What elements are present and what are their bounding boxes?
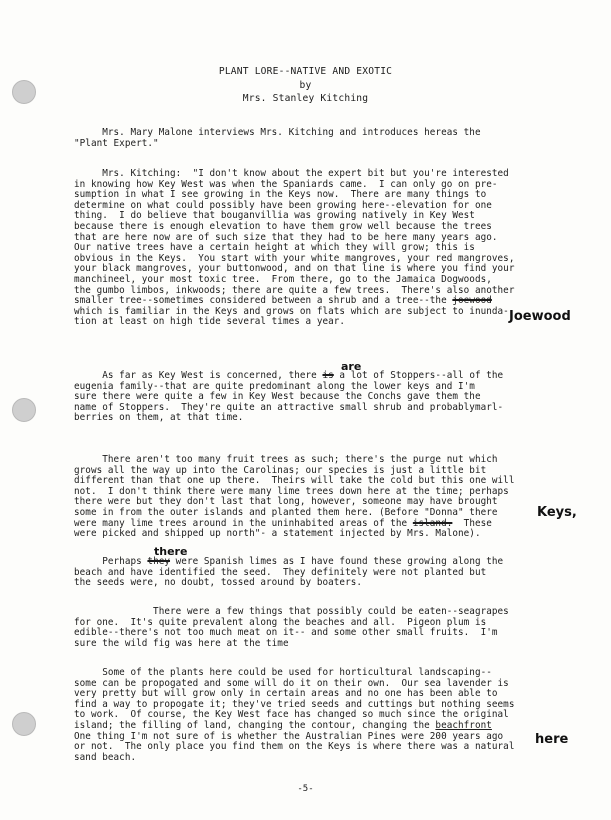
text-line: the seeds were, no doubt, tossed around by boaters. <box>74 577 363 589</box>
text-line: Mrs. Kitching: "I don't know about the expert bit but you're interested <box>74 168 509 179</box>
byline-by: by <box>299 80 312 91</box>
text-line: As far as Key West is concerned, there is a lot of Stoppers--all of the <box>74 370 504 381</box>
text-line: sure there were quite a few in Key West because the Conchs gave them the <box>74 391 481 403</box>
text-line: manchineel, your most toxic tree. From there, go to the Jamaica Dogwoods, <box>74 273 492 285</box>
handwritten-note-here: here <box>535 732 569 747</box>
text-line: obvious in the Keys. You start with your white mangroves, your red mangroves, <box>74 252 515 264</box>
text-line: Perhaps they were Spanish limes as I have found these growing along the <box>74 556 504 567</box>
text-line: island; the filling of land, changing the contour, changing the beachfront <box>74 719 492 731</box>
handwritten-note-there: there <box>154 545 188 558</box>
struck-word: joewood <box>452 295 492 307</box>
text-line: name of Stoppers. They're quite an attractive small shrub and probablymarl- <box>74 401 504 413</box>
struck-word: they <box>147 556 171 567</box>
text-line: eugenia family--that are quite predominant along the lower keys and I'm <box>74 380 475 392</box>
text-line: Mrs. Mary Malone interviews Mrs. Kitching and introduces hereas the <box>74 127 481 138</box>
text-line: your black mangroves, your buttonwood, and on that line is where you find your <box>74 263 515 275</box>
text-line: for one. It's quite prevalent along the beaches and all. Pigeon plum is <box>74 616 487 628</box>
binder-hole-2 <box>12 398 36 422</box>
text-line: which is familiar in the Keys and grows on flats which are subject to inunda- <box>74 305 509 317</box>
text-line: find a way to propogate it; they've tried seeds and cuttings but nothing seems <box>74 698 515 710</box>
text-line: beach and have identified the seed. They definitely were not planted but <box>74 566 487 578</box>
text-line: berries on them, at that time. <box>74 412 244 424</box>
text-line: sumption in what I see growing in the Keys now. There are many things to <box>74 189 487 201</box>
intro-paragraph <box>74 128 554 149</box>
text-line: that are here now are of such size that they had to be here many years ago. <box>74 231 498 243</box>
author-name: Mrs. Stanley Kitching <box>242 93 369 104</box>
paragraph-4 <box>74 557 554 589</box>
text-line: tion at least on high tide several times a year. <box>74 316 346 328</box>
paragraph-3 <box>74 455 554 540</box>
text-line: Our native trees have a certain height at which they will grow; this is <box>74 242 475 254</box>
handwritten-note-are: are <box>341 360 362 373</box>
paragraph-1 <box>74 169 554 328</box>
text-line: thing. I do believe that bouganvillia was growing natively in Key West <box>74 210 475 222</box>
text-line: One thing I'm not sure of is whether the Australian Pines were 200 years ago <box>74 730 504 742</box>
text-line: sand beach. <box>74 751 137 763</box>
text-line: in knowing how Key West was when the Spaniards came. I can only go on pre- <box>74 178 498 190</box>
text-line: there were but they don't last that long, however, someone may have brought <box>74 496 498 508</box>
text-line: were many lime trees around in the uninhabited areas of the island. These <box>74 517 492 529</box>
text-line: Some of the plants here could be used for horticultural landscaping-- <box>74 667 492 678</box>
text-line: or not. The only place you find them on the Keys is where there was a natural <box>74 741 515 753</box>
paragraph-5 <box>74 607 554 649</box>
handwritten-note-keys: Keys, <box>537 505 577 520</box>
text-line: edible--there's not too much meat on it-- and some other small fruits. I'm <box>74 627 498 639</box>
text-line: because there is enough elevation to have them grow well because the trees <box>74 220 492 232</box>
paragraph-6 <box>74 668 554 763</box>
text-line: very pretty but will grow only in certain areas and no one has been able to <box>74 688 498 700</box>
page-number: -5- <box>297 784 314 794</box>
text-line: were picked and shipped up north"- a statement injected by Mrs. Malone). <box>74 528 481 540</box>
text-line: sure the wild fig was here at the time <box>74 637 289 649</box>
text-line: different than that one up there. Theirs will take the cold but this one will <box>74 475 515 487</box>
text-line: some can be propogated and some will do it on their own. Our sea lavender is <box>74 677 509 689</box>
text-line: the gumbo limbos, inkwoods; there are quite a few trees. There's also another <box>74 284 515 296</box>
text-line: There were a few things that possibly could be eaten--seagrapes <box>74 606 509 617</box>
document-title: PLANT LORE--NATIVE AND EXOTIC <box>218 66 393 77</box>
binder-hole-3 <box>12 712 36 736</box>
text-line: determine on what could possibly have been growing here--elevation for one <box>74 199 492 211</box>
text-line: smaller tree--sometimes considered between a shrub and a tree--the joewood <box>74 295 492 307</box>
text-line: grows all the way up into the Carolinas; our species is just a little bit <box>74 464 487 476</box>
struck-word: is <box>322 370 334 381</box>
text-line: There aren't too many fruit trees as such; there's the purge nut which <box>74 454 498 465</box>
text-line: to work. Of course, the Key West face has changed so much since the original <box>74 709 509 721</box>
handwritten-note-joewood: Joewood <box>509 309 571 324</box>
text-line: some in from the outer islands and planted them here. (Before "Donna" there <box>74 506 498 518</box>
paragraph-2 <box>74 371 554 424</box>
text-line: not. I don't think there were many lime trees down here at the time; perhaps <box>74 485 509 497</box>
struck-word: island. <box>412 517 453 529</box>
text-line: "Plant Expert." <box>74 137 159 149</box>
underlined-word: beachfront <box>435 719 492 731</box>
